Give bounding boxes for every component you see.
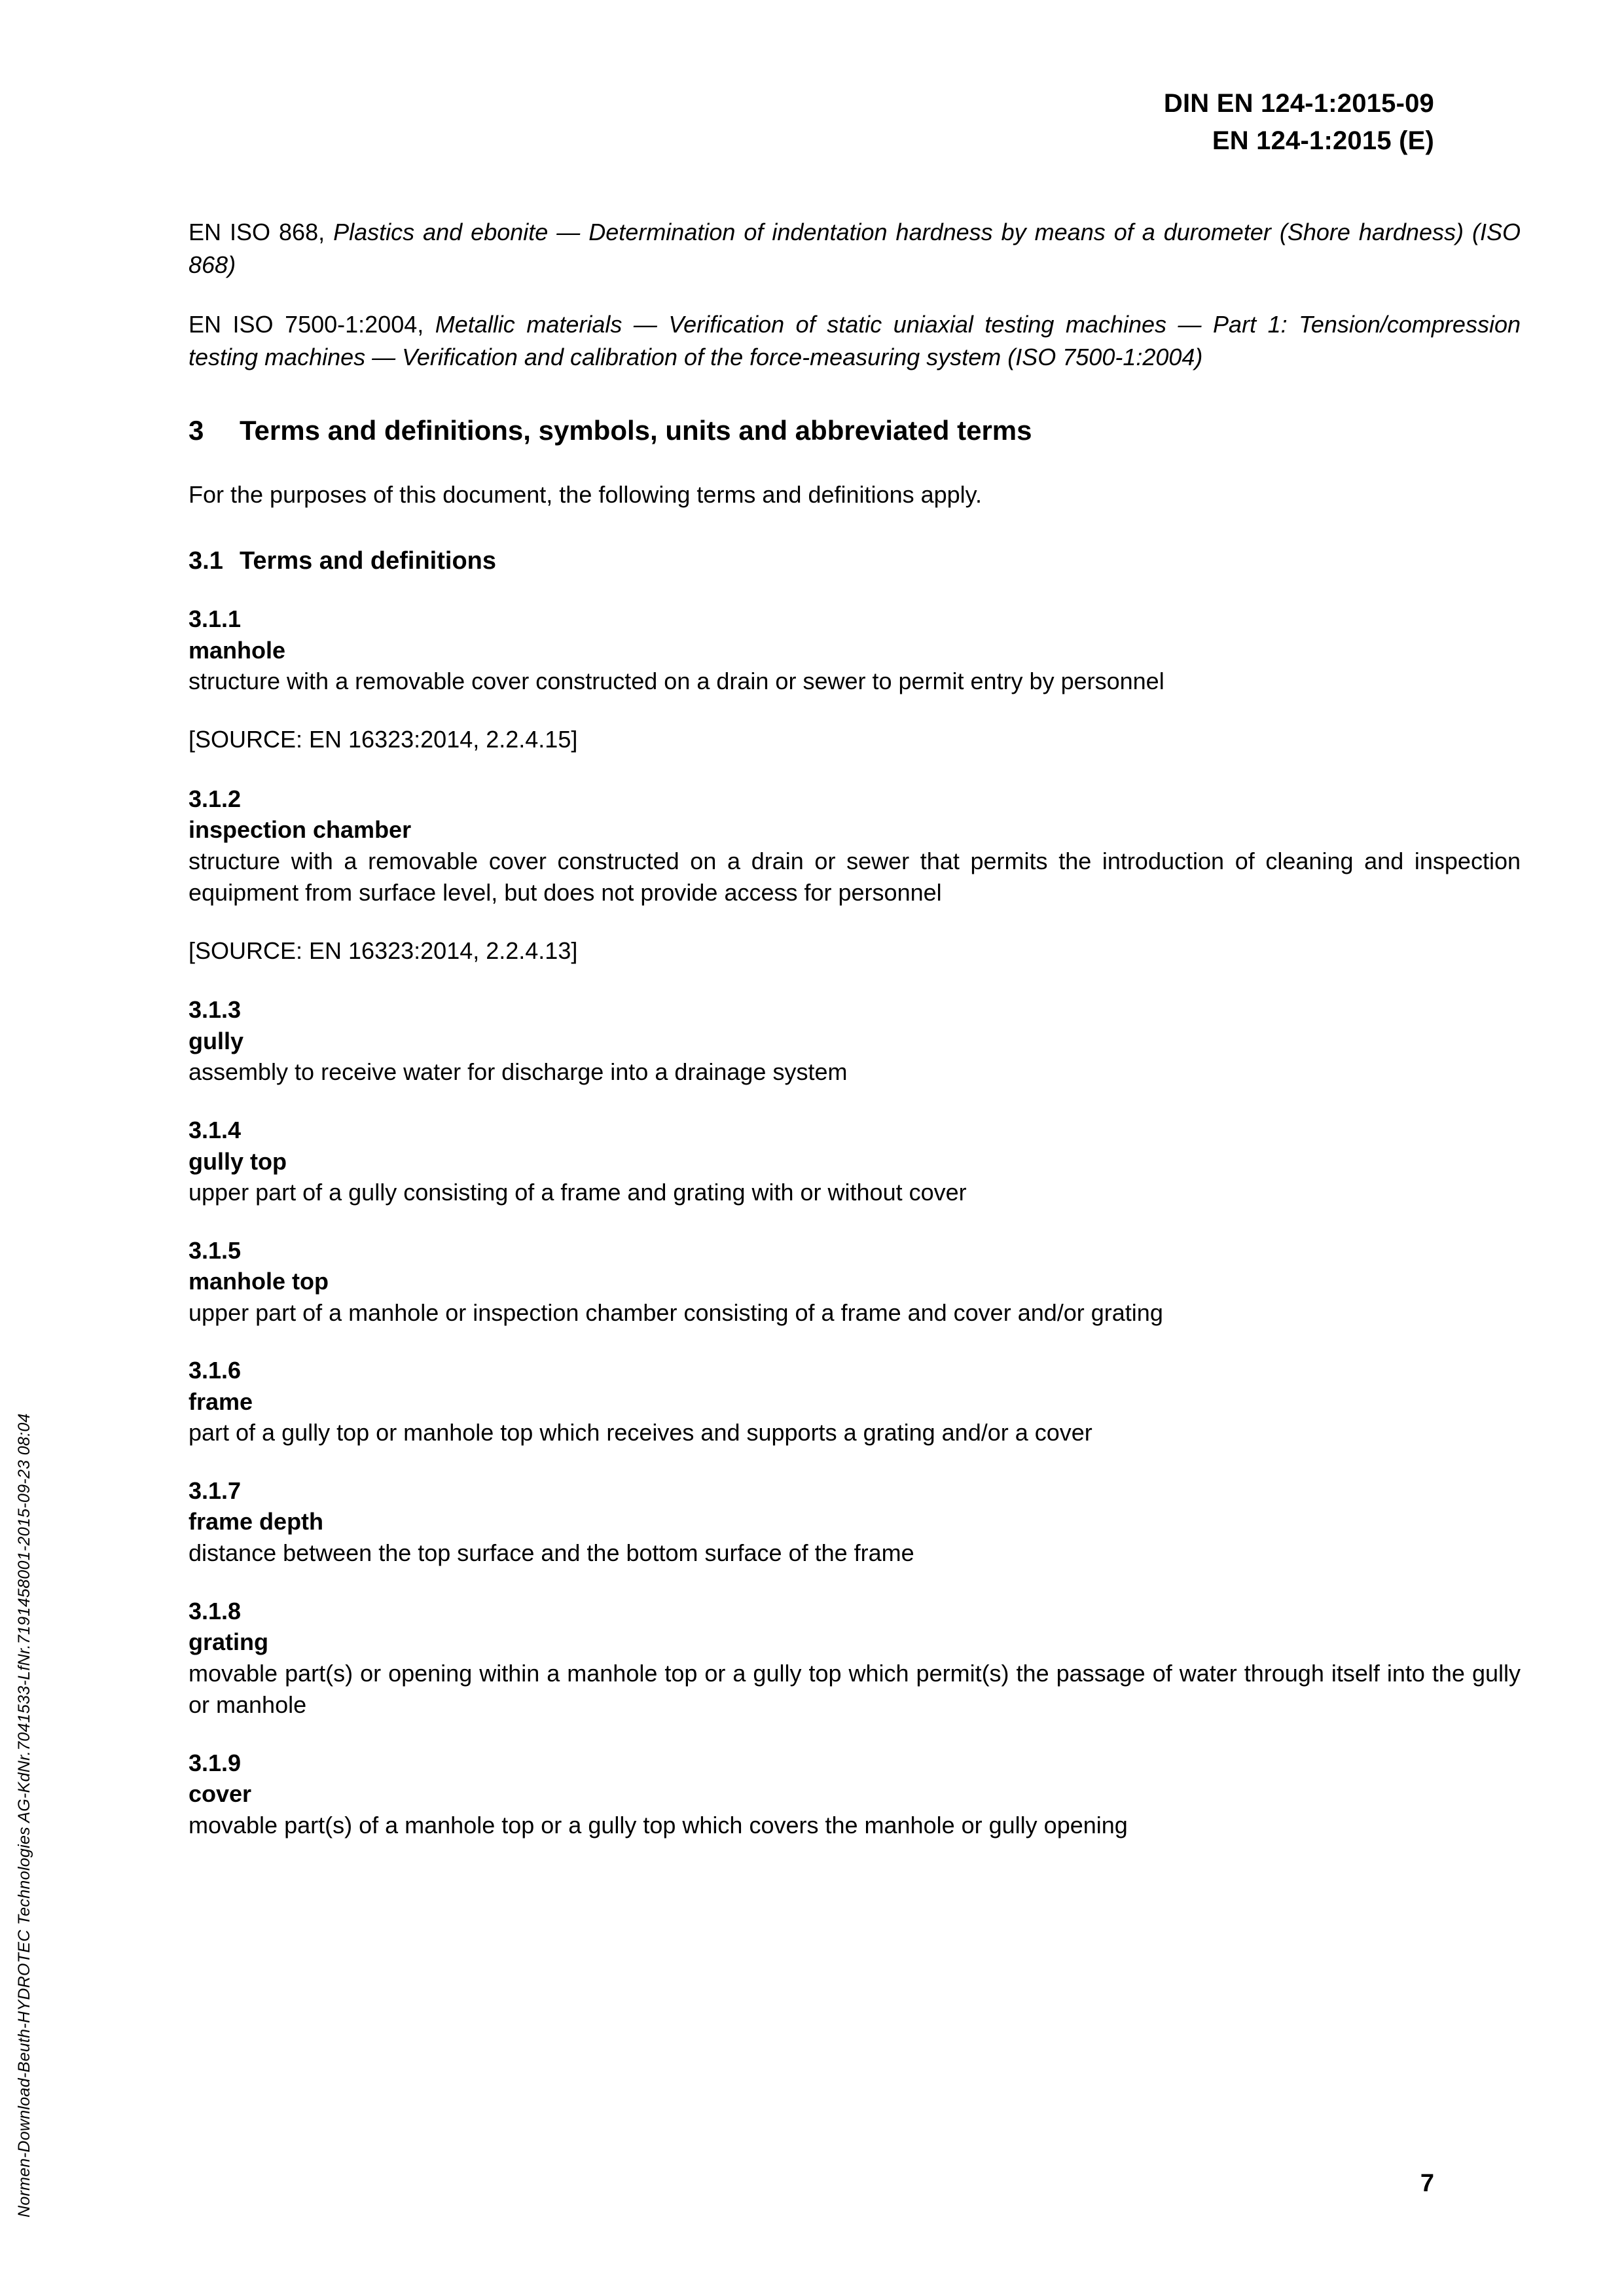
term-number: 3.1.6 [189, 1357, 242, 1384]
term-number: 3.1.3 [189, 996, 242, 1024]
term-definition: assembly to receive water for discharge into a drainage system [189, 1058, 848, 1086]
term-definition: part of a gully top or manhole top which receives and supports a grating and/or a cover [189, 1419, 1092, 1446]
term-definition: distance between the top surface and the bottom surface of the frame [189, 1539, 914, 1566]
term-entry [189, 603, 1521, 698]
term-name: manhole [189, 636, 286, 664]
term-name: frame depth [189, 1508, 324, 1535]
clause-title: Terms and definitions, symbols, units and abbreviated terms [240, 414, 1032, 446]
term-name: manhole top [189, 1268, 329, 1295]
term-definition: structure with a removable cover constructed on a drain or sewer to permit entry by personnel [189, 668, 1164, 695]
term-entry [189, 1475, 1521, 1570]
term-name: inspection chamber [189, 816, 412, 844]
term-source: [SOURCE: EN 16323:2014, 2.2.4.15] [189, 725, 578, 753]
term-name: gully [189, 1027, 244, 1054]
term-number: 3.1.4 [189, 1117, 242, 1143]
term-number: 3.1.2 [189, 785, 242, 812]
term-entry [189, 1115, 1521, 1209]
subclause-number: 3.1 [189, 547, 223, 575]
reference-id: EN ISO 7500-1:2004, [189, 311, 424, 338]
term-number: 3.1.7 [189, 1477, 242, 1504]
page-content [189, 216, 1521, 1867]
subclause-title: Terms and definitions [240, 547, 497, 575]
page-number: 7 [1420, 2170, 1434, 2197]
term-number: 3.1.9 [189, 1749, 242, 1776]
download-watermark: Normen-Download-Beuth-HYDROTEC Technologies AG-KdNr.7041533-LfNr.7191458001-2015-09-23 08:04 [15, 1413, 33, 2217]
term-entry [189, 1235, 1521, 1329]
term-source: [SOURCE: EN 16323:2014, 2.2.4.13] [189, 937, 578, 964]
subclause-heading [189, 545, 1521, 577]
term-definition: upper part of a gully consisting of a frame and grating with or without cover [189, 1179, 967, 1206]
clause-intro-text: For the purposes of this document, the following terms and definitions apply. [189, 481, 982, 509]
normative-reference [189, 216, 1521, 281]
page-header [1164, 85, 1434, 160]
header-line-en: EN 124-1:2015 (E) [1212, 126, 1434, 155]
term-entry [189, 1355, 1521, 1449]
normative-reference [189, 308, 1521, 373]
term-name: grating [189, 1628, 268, 1656]
term-entry [189, 994, 1521, 1088]
header-line-standard: DIN EN 124-1:2015-09 [1163, 89, 1434, 118]
term-name: frame [189, 1388, 253, 1415]
term-definition: upper part of a manhole or inspection chamber consisting of a frame and cover and/or grating [189, 1299, 1163, 1326]
term-entry [189, 783, 1521, 909]
term-name: gully top [189, 1147, 287, 1175]
term-definition: movable part(s) or opening within a manhole top or a gully top which permit(s) the passage of water through itself into the gully or manhole [189, 1659, 1521, 1719]
clause-number: 3 [189, 414, 204, 446]
term-number: 3.1.5 [189, 1236, 242, 1264]
term-entry [189, 1748, 1521, 1842]
term-definition: structure with a removable cover constructed on a drain or sewer that permits the introduction of cleaning and inspection equipment from surface level, but does not provide access for personnel [189, 847, 1521, 906]
reference-title: Plastics and ebonite — Determination of indentation hardness by means of a durometer (Shore hardness) (ISO 868) [189, 219, 1521, 278]
reference-id: EN ISO 868, [189, 219, 325, 245]
clause-heading [189, 413, 1521, 449]
term-definition: movable part(s) of a manhole top or a gully top which covers the manhole or gully opening [189, 1811, 1128, 1839]
term-number: 3.1.8 [189, 1597, 242, 1624]
term-entry [189, 1596, 1521, 1721]
term-number: 3.1.1 [189, 605, 242, 633]
reference-title: Metallic materials — Verification of static uniaxial testing machines — Part 1: Tension/compression testing machines — Verification and calibration of the force-measuring system (ISO 7500-1:2004) [189, 311, 1521, 371]
term-name: cover [189, 1780, 252, 1808]
